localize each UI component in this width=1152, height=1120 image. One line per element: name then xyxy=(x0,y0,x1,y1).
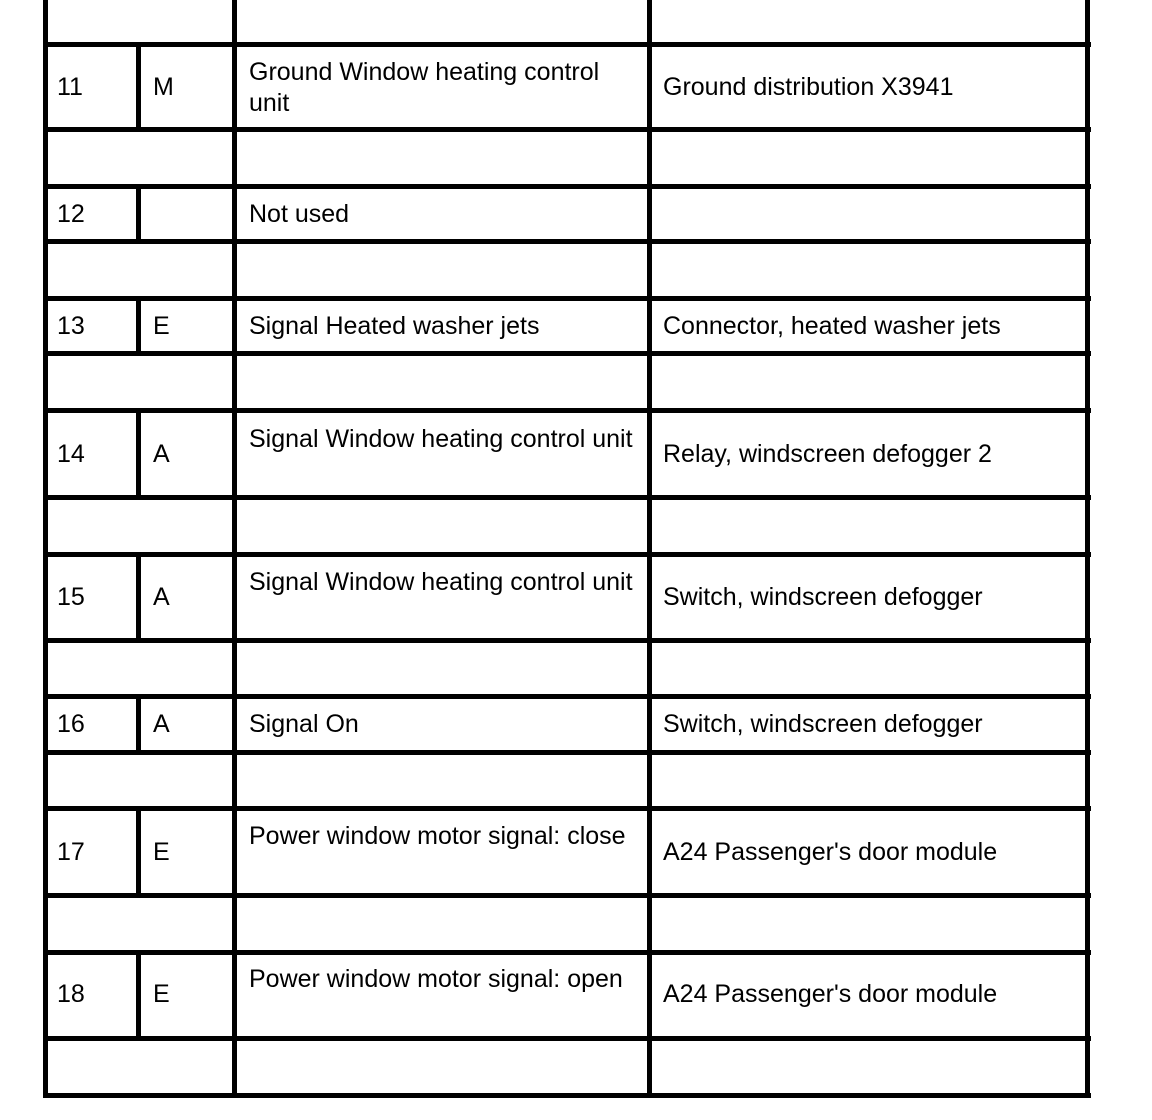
table-border-bottom xyxy=(43,1093,1091,1098)
pin-number: 12 xyxy=(57,200,85,228)
row-divider xyxy=(43,750,1091,755)
row-divider xyxy=(43,296,1091,301)
pin-number: 15 xyxy=(57,583,85,611)
connection: Connector, heated washer jets xyxy=(663,312,1001,340)
signal-type: M xyxy=(153,73,174,101)
signal-description: Power window motor signal: close xyxy=(249,822,626,850)
signal-description: Power window motor signal: open xyxy=(249,965,623,993)
row-divider xyxy=(43,893,1091,898)
pin-number: 17 xyxy=(57,838,85,866)
column-divider-signal xyxy=(136,552,141,643)
column-divider-description xyxy=(232,0,237,1098)
column-divider-connection xyxy=(647,0,652,1098)
pin-assignment-table xyxy=(43,0,1090,1098)
table-border-right xyxy=(1085,0,1090,1098)
row-divider xyxy=(43,42,1091,47)
column-divider-signal xyxy=(136,408,141,500)
row-divider xyxy=(43,950,1091,955)
row-divider xyxy=(43,239,1091,244)
connection: Relay, windscreen defogger 2 xyxy=(663,440,992,468)
row-divider xyxy=(43,495,1091,500)
row-divider xyxy=(43,184,1091,189)
signal-type: E xyxy=(153,980,170,1008)
connection: Switch, windscreen defogger xyxy=(663,583,983,611)
table-border-left xyxy=(43,0,48,1098)
column-divider-signal xyxy=(136,296,141,355)
row-divider xyxy=(43,127,1091,132)
column-divider-signal xyxy=(136,806,141,898)
row-divider xyxy=(43,552,1091,557)
row-divider xyxy=(43,806,1091,811)
row-divider xyxy=(43,638,1091,643)
column-divider-signal xyxy=(136,42,141,132)
signal-type: A xyxy=(153,440,170,468)
connection: Switch, windscreen defogger xyxy=(663,710,983,738)
signal-type: A xyxy=(153,583,170,611)
signal-description: Signal Heated washer jets xyxy=(249,312,540,340)
pin-number: 16 xyxy=(57,710,85,738)
signal-description: Signal Window heating control unit xyxy=(249,568,633,596)
signal-description: Not used xyxy=(249,200,350,228)
signal-type: E xyxy=(153,312,170,340)
connection: A24 Passenger's door module xyxy=(663,980,998,1008)
pin-number: 14 xyxy=(57,440,85,468)
row-divider xyxy=(43,408,1091,413)
row-divider xyxy=(43,1036,1091,1041)
pin-number: 18 xyxy=(57,980,85,1008)
pin-number: 13 xyxy=(57,312,85,340)
pin-number: 11 xyxy=(57,73,83,101)
signal-type: A xyxy=(153,710,170,738)
signal-description: Ground Window heating control unit xyxy=(249,58,600,117)
signal-description: Signal Window heating control unit xyxy=(249,425,633,453)
column-divider-signal xyxy=(136,694,141,754)
signal-description: Signal On xyxy=(249,710,359,738)
column-divider-signal xyxy=(136,184,141,243)
row-divider xyxy=(43,351,1091,356)
connection: Ground distribution X3941 xyxy=(663,73,954,101)
connection: A24 Passenger's door module xyxy=(663,838,998,866)
row-divider xyxy=(43,694,1091,699)
column-divider-signal xyxy=(136,950,141,1040)
signal-type: E xyxy=(153,838,170,866)
